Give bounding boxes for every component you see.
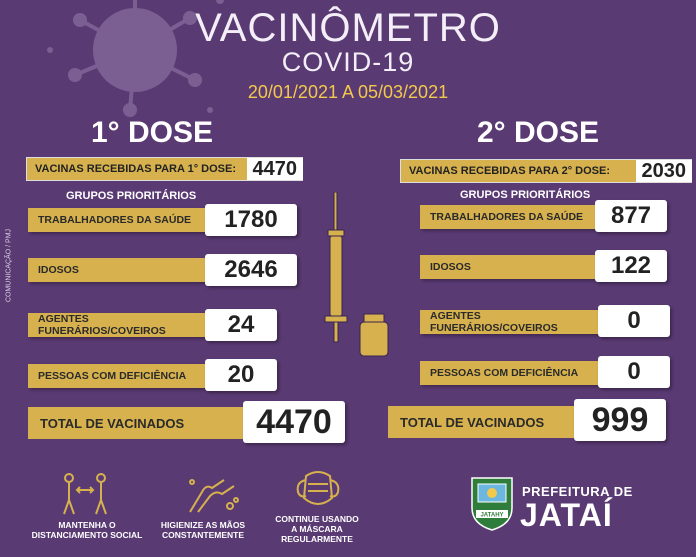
dose1-received-label: VACINAS RECEBIDAS PARA 1° DOSE: <box>35 163 236 175</box>
dose1-total-label <box>28 407 258 439</box>
page-subtitle: COVID-19 <box>281 47 415 77</box>
dose1-group-label: IDOSOS <box>38 264 79 276</box>
social-distancing-icon <box>60 472 110 516</box>
dose2-group-health-workers <box>420 205 605 229</box>
dose1-group-funeral-agents <box>28 313 218 337</box>
dose1-group-health-workers <box>28 208 218 232</box>
dose2-group-value: 0 <box>598 305 670 337</box>
dose1-group-label: TRABALHADORES DA SAÚDE <box>38 214 192 226</box>
dose1-total-text: TOTAL DE VACINADOS <box>40 415 185 431</box>
dose2-title: 2° DOSE <box>476 116 600 149</box>
dose1-group-disabled <box>28 364 218 388</box>
side-credit: COMUNICAÇÃO / PMJ <box>5 228 13 303</box>
dose2-group-label: IDOSOS <box>430 261 471 273</box>
dose2-received-label: VACINAS RECEBIDAS PARA 2° DOSE: <box>409 165 610 177</box>
dose1-group-value: 2646 <box>205 254 297 286</box>
dose1-received-value: 4470 <box>247 158 304 180</box>
tip-distancing-line1: MANTENHA O <box>58 520 116 530</box>
dose2-total-text: TOTAL DE VACINADOS <box>400 414 545 430</box>
dose2-received-value: 2030 <box>636 160 693 182</box>
dose2-total-value: 999 <box>574 399 666 441</box>
dose2-group-value: 122 <box>595 250 667 282</box>
page-title: VACINÔMETRO <box>195 6 501 50</box>
crest-label: JATAHY <box>480 512 504 519</box>
dose2-received <box>400 159 692 183</box>
city-crest-icon <box>466 474 518 534</box>
tip-mask <box>262 514 372 544</box>
dose2-group-elderly <box>420 255 605 279</box>
face-mask-icon <box>292 468 344 512</box>
tip-handwashing <box>148 520 258 540</box>
dose1-groups-title: GRUPOS PRIORITÁRIOS <box>66 190 197 202</box>
dose1-group-elderly <box>28 258 218 282</box>
period-date: 20/01/2021 A 05/03/2021 <box>247 82 449 102</box>
tip-distancing <box>22 520 152 540</box>
hand-washing-icon <box>184 472 240 516</box>
tip-mask-line2: A MÁSCARA <box>291 524 343 534</box>
dose1-group-label: AGENTES FUNERÁRIOS/COVEIROS <box>38 313 166 337</box>
dose1-received <box>26 157 303 181</box>
dose2-group-value: 0 <box>598 356 670 388</box>
dose2-group-value: 877 <box>595 200 667 232</box>
dose2-group-label: TRABALHADORES DA SAÚDE <box>430 211 584 223</box>
dose2-group-label: AGENTES FUNERÁRIOS/COVEIROS <box>430 310 558 334</box>
brand-line1: PREFEITURA DE <box>522 484 633 499</box>
tip-handwashing-line2: CONSTANTEMENTE <box>161 530 244 540</box>
syringe-icon <box>320 192 390 362</box>
tip-mask-line1: CONTINUE USANDO <box>275 514 359 524</box>
dose2-group-funeral-agents <box>420 310 605 334</box>
dose2-group-label: PESSOAS COM DEFICIÊNCIA <box>430 367 579 379</box>
tip-handwashing-line1: HIGIENIZE AS MÃOS <box>160 520 246 530</box>
dose1-group-label: PESSOAS COM DEFICIÊNCIA <box>38 370 187 382</box>
dose1-group-value: 1780 <box>205 204 297 236</box>
tip-distancing-line2: DISTANCIAMENTO SOCIAL <box>31 530 143 540</box>
dose2-total-label <box>388 406 588 438</box>
dose1-total-value: 4470 <box>243 401 345 443</box>
dose1-title: 1° DOSE <box>90 116 214 149</box>
brand-line2: JATAÍ <box>520 497 613 533</box>
dose1-group-value: 20 <box>205 359 277 391</box>
tip-mask-line3: REGULARMENTE <box>281 534 353 544</box>
dose1-group-value: 24 <box>205 309 277 341</box>
dose2-group-disabled <box>420 361 605 385</box>
dose2-groups-title: GRUPOS PRIORITÁRIOS <box>460 189 591 201</box>
